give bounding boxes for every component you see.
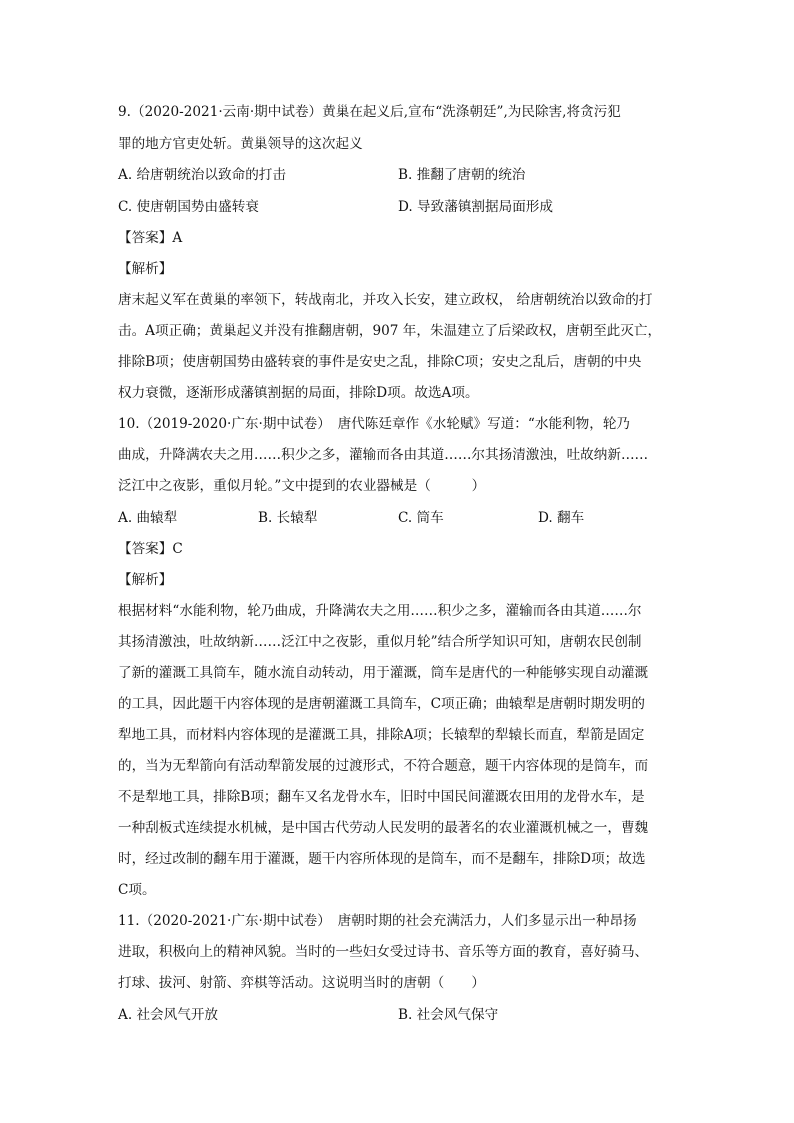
question-10-analysis-line-10: C项。 [118, 882, 156, 898]
question-10-analysis-line-2: 其扬清激浊，吐故纳新……泛江中之夜影，重似月轮”结合所学知识可知，唐朝农民创制 [118, 634, 642, 650]
question-10-answer: 【答案】C [118, 541, 183, 557]
question-10-analysis-line-8: 一种刮板式连续提水机械，是中国古代劳动人民发明的最著名的农业灌溉机械之一，曹魏 [118, 820, 649, 836]
question-9-analysis-line-1: 唐末起义军在黄巢的率领下，转战南北，并攻入长安，建立政权， 给唐朝统治以致命的打 [118, 292, 653, 308]
question-10-analysis-line-4: 的工具，因此题干内容体现的是唐朝灌溉工具筒车，C项正确；曲辕犁是唐朝时期发明的 [118, 696, 645, 712]
question-9-answer: 【答案】A [118, 230, 183, 246]
question-9-option-c: C. 使唐朝国势由盛转衰 [118, 199, 259, 215]
question-9-stem-line-1: 9.（2020-2021·云南·期中试卷）黄巢在起义后,宣布“洗涤朝廷”,为民除害,将贪污犯 [118, 104, 621, 120]
question-10-analysis-line-7: 不是犁地工具，排除B项；翻车又名龙骨水车，旧时中国民间灌溉农田用的龙骨水车，是 [118, 789, 645, 805]
question-10-analysis-label: 【解析】 [118, 572, 173, 588]
question-10-option-c: C. 筒车 [398, 510, 444, 526]
question-11-stem-line-2: 进取，积极向上的精神风貌。当时的一些妇女受过诗书、音乐等方面的教育，喜好骑马、 [118, 944, 649, 960]
question-10-analysis-line-9: 时，经过改制的翻车用于灌溉，题干内容所体现的是筒车，而不是翻车，排除D项；故选 [118, 851, 646, 867]
question-9-option-d: D. 导致藩镇割据局面形成 [398, 199, 553, 215]
question-9-stem-line-2: 罪的地方官吏处斩。黄巢领导的这次起义 [118, 136, 363, 152]
question-11-option-a: A. 社会风气开放 [118, 1007, 219, 1023]
question-10-stem-line-3: 泛江中之夜影，重似月轮。”文中提到的农业器械是（ ） [118, 478, 486, 494]
question-9-option-a: A. 给唐朝统治以致命的打击 [118, 167, 286, 183]
question-10-analysis-line-3: 了新的灌溉工具筒车，随水流自动转动，用于灌溉，筒车是唐代的一种能够实现自动灌溉 [118, 665, 649, 681]
question-10-stem-line-2: 曲成，升降满农夫之用……积少之多，灌输而各由其道……尔其扬清激浊，吐故纳新…… [118, 447, 649, 463]
question-11-stem-line-1: 11.（2020-2021·广东·期中试卷） 唐朝时期的社会充满活力，人们多显示出一种昂扬 [118, 913, 637, 929]
question-10-option-a: A. 曲辕犁 [118, 510, 178, 526]
question-9-option-b: B. 推翻了唐朝的统治 [398, 167, 526, 183]
question-9-analysis-line-4: 权力衰微，逐渐形成藩镇割据的局面，排除D项。故选A项。 [118, 385, 479, 401]
question-9-analysis-line-3: 排除B项；使唐朝国势由盛转衰的事件是安史之乱，排除C项；安史之乱后，唐朝的中央 [118, 354, 642, 370]
question-11-option-b: B. 社会风气保守 [398, 1007, 499, 1023]
question-10-analysis-line-5: 犁地工具，而材料内容体现的是灌溉工具，排除A项；长辕犁的犁辕长而直，犁箭是固定 [118, 727, 645, 743]
question-10-option-b: B. 长辕犁 [258, 510, 318, 526]
question-11-stem-line-3: 打球、拔河、射箭、弈棋等活动。这说明当时的唐朝（ ） [118, 975, 486, 991]
question-10-option-d: D. 翻车 [538, 510, 585, 526]
question-9-analysis-line-2: 击。A项正确；黄巢起义并没有推翻唐朝，907 年，朱温建立了后梁政权，唐朝至此灭亡， [118, 323, 662, 339]
question-10-stem-line-1: 10.（2019-2020·广东·期中试卷） 唐代陈廷章作《水轮赋》写道：“水能利物，轮乃 [118, 416, 631, 432]
question-10-analysis-line-1: 根据材料“水能利物，轮乃曲成，升降满农夫之用……积少之多，灌输而各由其道……尔 [118, 603, 642, 619]
question-9-analysis-label: 【解析】 [118, 261, 173, 277]
question-10-analysis-line-6: 的，当为无犁箭向有活动犁箭发展的过渡形式，不符合题意，题干内容体现的是筒车，而 [118, 758, 649, 774]
